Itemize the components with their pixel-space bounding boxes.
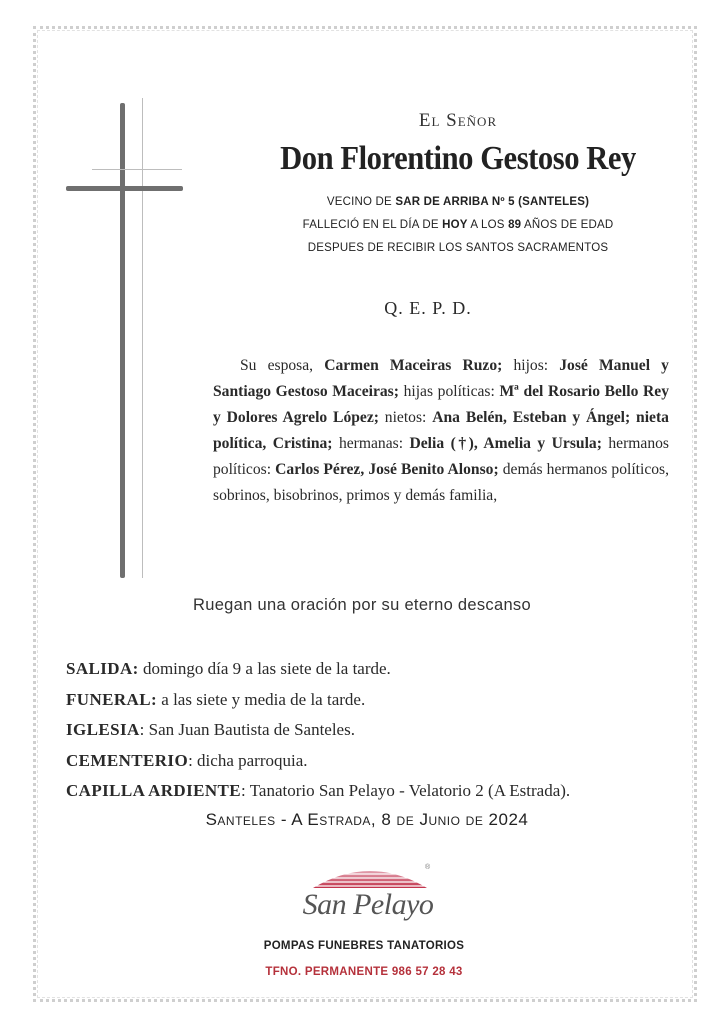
cross-icon: [120, 103, 125, 578]
detail-row-cementerio: CEMENTERIO: dicha parroquia.: [66, 750, 308, 770]
residence-line: VECINO DE SAR DE ARRIBA Nº 5 (SANTELES): [326, 196, 590, 208]
detail-row-salida: SALIDA: domingo día 9 a las siete de la tarde.: [66, 659, 391, 678]
cross-shadow-line: [142, 98, 143, 578]
place-and-date: Santeles - A Estrada, 8 de Junio de 2024: [205, 810, 529, 829]
detail-row-iglesia: IGLESIA: San Juan Bautista de Santeles.: [66, 720, 355, 739]
company-phone: TFNO. PERMANENTE 986 57 28 43: [265, 966, 463, 978]
death-line: FALLECIÓ EN EL DÍA DE HOY A LOS 89 AÑOS DE EDAD: [302, 219, 614, 231]
logo-wordmark: San Pelayo: [302, 888, 434, 921]
registered-mark: ®: [425, 864, 431, 871]
title-honorific: El Señor: [418, 110, 498, 131]
prayer-line: Ruegan una oración por su eterno descanso: [193, 596, 531, 614]
service-details: [66, 654, 686, 807]
cross-bar-shadow: [92, 169, 182, 170]
detail-row-funeral: FUNERAL: a las siete y media de la tarde.: [66, 689, 366, 709]
qepd-text: Q. E. P. D.: [384, 298, 472, 318]
family-paragraph: Su esposa, Carmen Maceiras Ruzo; hijos: José Manuel y Santiago Gestoso Maceiras; hijas políticas: Mª del Rosario Bello Rey y Dolores Agrelo López; nietos: Ana Belén, Esteban y Ángel; nieta política, Cristina; hermanas: Delia (†), Amelia y Ursula; hermanos políticos: Carlos Pérez, José Benito Alonso; demás hermanos políticos, sobrinos, bisobrinos, primos y demás familia,: [213, 357, 670, 504]
company-services: POMPAS FUNEBRES TANATORIOS: [263, 940, 465, 952]
cross-bar: [66, 186, 183, 191]
deceased-name: Don Florentino Gestoso Rey: [280, 140, 636, 177]
detail-row-capilla: CAPILLA ARDIENTE: Tanatorio San Pelayo - Velatorio 2 (A Estrada).: [66, 781, 571, 800]
sacraments-line: DESPUES DE RECIBIR LOS SANTOS SACRAMENTOS: [307, 242, 609, 254]
